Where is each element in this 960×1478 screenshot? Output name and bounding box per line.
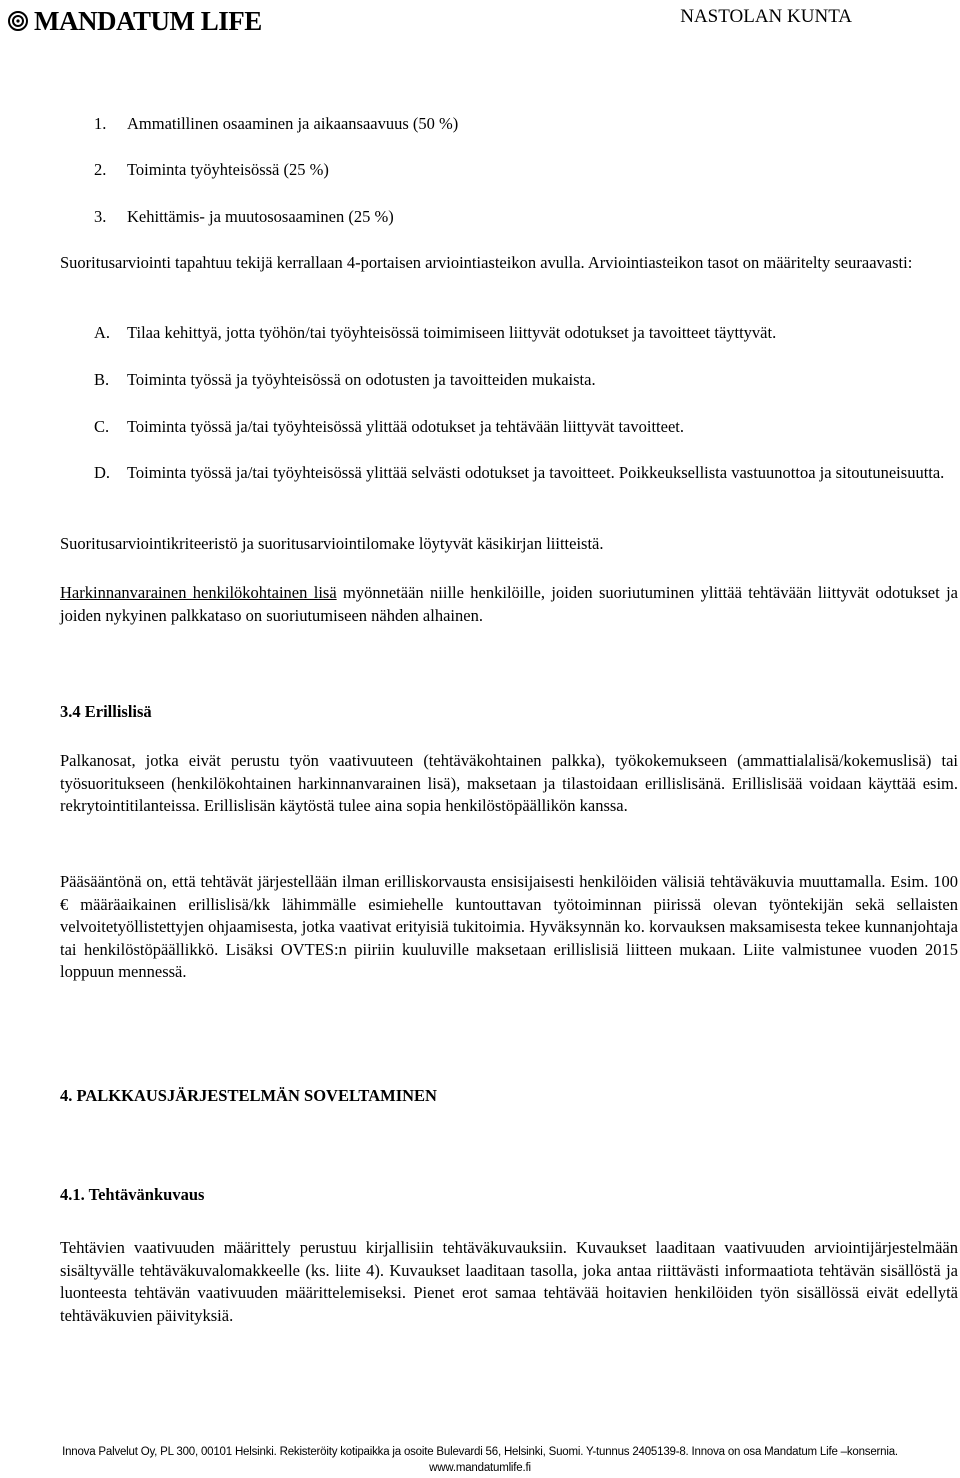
scale-text: Toiminta työssä ja työyhteisössä on odotusten ja tavoitteiden mukaista. (127, 370, 596, 389)
scale-letter: A. (94, 323, 111, 342)
section-heading: 4. PALKKAUSJÄRJESTELMÄN SOVELTAMINEN (60, 1086, 437, 1105)
scale-letter: C. (94, 417, 110, 436)
scale-level (0, 369, 960, 393)
discretionary-term: Harkinnanvarainen henkilökohtainen lisä (60, 583, 337, 602)
scale-text: Toiminta työssä ja/tai työyhteisössä ylittää selvästi odotukset ja tavoitteet. Poikkeuksellista vastuunottoa ja sitoutuneisuutta. (127, 463, 945, 482)
discretionary-paragraph (60, 582, 958, 627)
logo-wordmark: MANDATUM LIFE (34, 6, 262, 36)
section-paragraph: Palkanosat, jotka eivät perustu työn vaativuuteen (tehtäväkohtainen palkka), työkokemukseen (ammattialalisä/kokemuslisä) tai työsuoritukseen (henkilökohtainen harkinnanvarainen lisä), maksetaan ja tilastoidaan erillislisänä. Erillislisää voidaan käyttää esim. rekrytointitilanteissa. Erillislisän käytöstä tulee aina sopia henkilöstöpäällikön kanssa. (60, 751, 958, 815)
section-paragraph: Tehtävien vaativuuden määrittely perustuu kirjallisiin tehtäväkuvauksiin. Kuvaukset laaditaan vaativuuden arviointijärjestelmään sisältyvälle tehtäväkuvalomakkeelle (ks. liite 4). Kuvaukset laaditaan tasolla, joka antaa riittävästi informaatiota tehtävän sisällöstä ja luonteesta tehtävän vaativuuden määrittelemiseksi. Pienet erot samaa tehtävää hoitavien henkilöiden työn sisällössä eivät edellytä tehtäväkuvien päivityksiä. (60, 1238, 958, 1325)
scale-letter: B. (94, 370, 110, 389)
section-heading: 3.4 Erillislisä (60, 702, 152, 721)
scale-level (0, 462, 960, 510)
footer-website-link[interactable]: www.mandatumlife.fi (429, 1462, 531, 1474)
section-heading: 4.1. Tehtävänkuvaus (60, 1185, 205, 1204)
scale-text: Tilaa kehittyä, jotta työhön/tai työyhteisössä toimimiseen liittyvät odotukset ja tavoitteet täyttyvät. (127, 323, 777, 342)
logo-emblem-icon (8, 11, 28, 31)
list-text: Ammatillinen osaaminen ja aikaansaavuus (50 %) (127, 114, 459, 133)
scale-letter: D. (94, 463, 111, 482)
section-paragraph: Pääsääntönä on, että tehtävät järjestellään ilman erilliskorvausta ensisijaisesti henkilöiden välisiä tehtäväkuvia muuttamalla. Esim. 100 € määräaikainen erillislisä/kk lähimmälle esimiehelle kuntouttavan työtoiminnan piirissä olevan työntekijän sekä sellaisten velvoitetyöllistettyjen ohjaamisesta, jotka vaativat erityisiä tukitoimia. Hyväksynnän ko. korvauksen maksamisesta tekee kunnanjohtaja tai henkilöstöpäällikkö. Lisäksi OVTES:n piiriin kuuluville maksetaan erillislisiä liitteen mukaan. Liite valmistunee vuoden 2015 loppuun mennessä. (60, 872, 958, 981)
footer-company-info: Innova Palvelut Oy, PL 300, 00101 Helsinki. Rekisteröity kotipaikka ja osoite Bulevardi 56, Helsinki, Suomi. Y-tunnus 2405139-8. Innova on osa Mandatum Life –konsernia. (62, 1446, 898, 1458)
organization-name: NASTOLAN KUNTA (680, 6, 852, 27)
scale-text: Toiminta työssä ja/tai työyhteisössä ylittää odotukset ja tehtävään liittyvät tavoitteet. (127, 417, 684, 436)
list-number: 1. (94, 114, 107, 133)
list-number: 3. (94, 207, 107, 226)
company-logo (8, 4, 262, 38)
list-text: Kehittämis- ja muutososaaminen (25 %) (127, 207, 394, 226)
list-number: 2. (94, 160, 107, 179)
list-text: Toiminta työyhteisössä (25 %) (127, 160, 329, 179)
scale-level (0, 416, 960, 440)
criteria-paragraph: Suoritusarviointikriteeristö ja suoritusarviointilomake löytyvät käsikirjan liitteistä. (60, 534, 604, 553)
discretionary-description: myönnetään niille henkilöille, joiden suoriutuminen ylittää tehtävään liittyvät odotukset ja joiden nykyinen palkkataso on suoriutumiseen nähden alhainen. (60, 583, 958, 625)
scale-level (0, 322, 960, 346)
intro-paragraph: Suoritusarviointi tapahtuu tekijä kerrallaan 4-portaisen arviointiasteikon avulla. Arviointiasteikon tasot on määritelty seuraavasti: (60, 253, 913, 272)
